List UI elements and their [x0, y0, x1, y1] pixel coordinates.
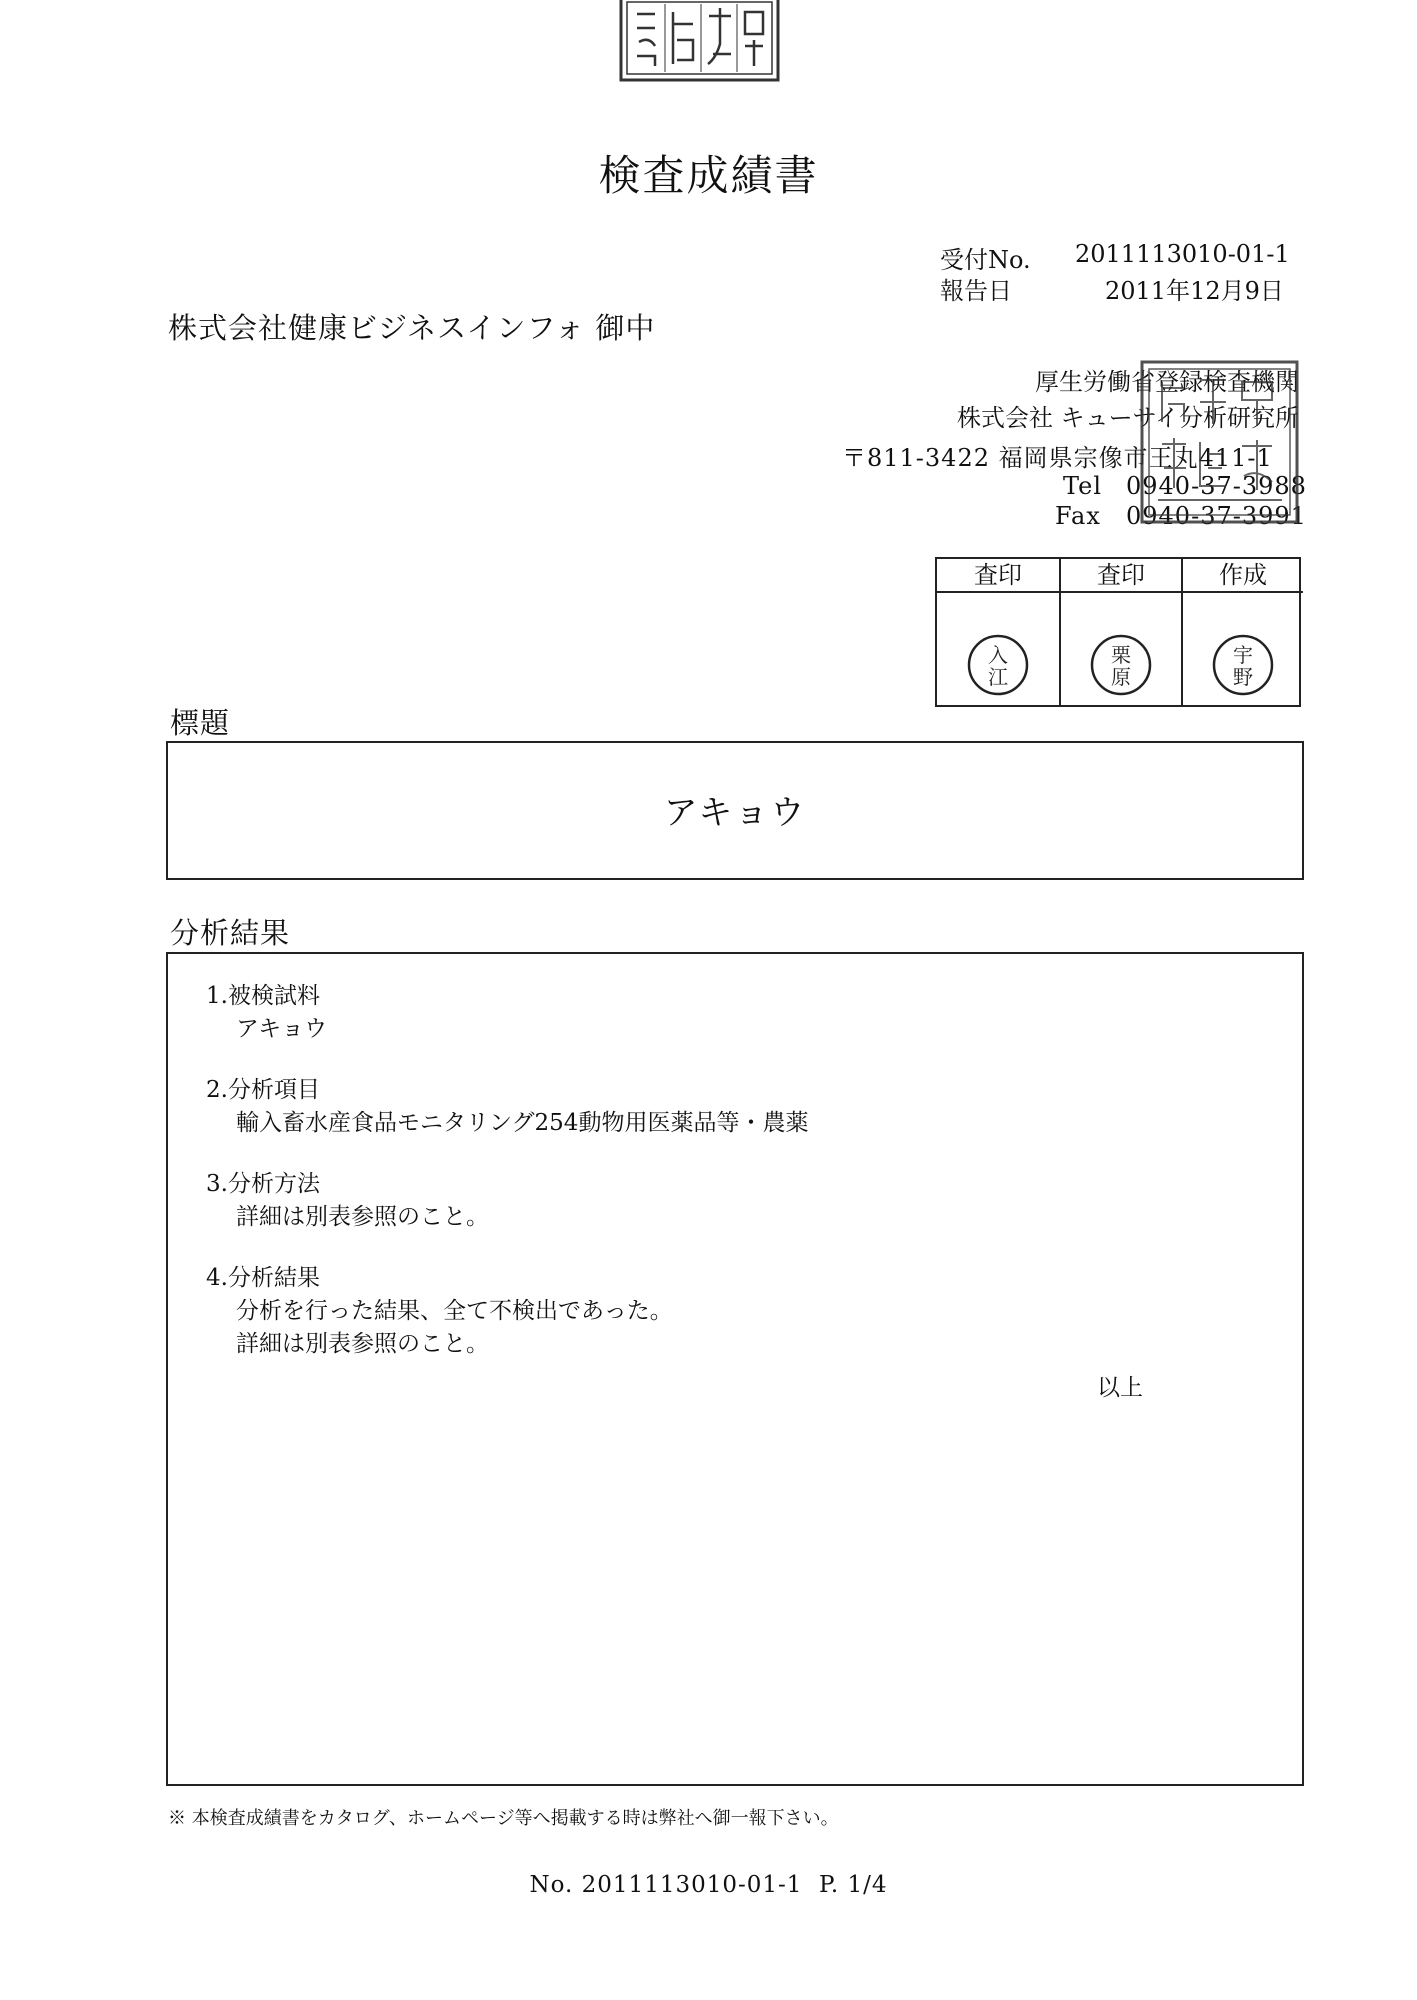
fax-label: Fax	[1055, 502, 1101, 530]
approval-stamp-table	[935, 557, 1301, 707]
company-seal-top	[617, 0, 782, 84]
closing-mark: 以上	[1097, 1375, 1143, 1401]
result-item-line: 輸入畜水産食品モニタリング254動物用医薬品等・農薬	[236, 1110, 809, 1136]
result-item-3	[206, 1168, 489, 1234]
approval-header-3: 作成	[1183, 559, 1303, 593]
svg-text:野: 野	[1233, 665, 1253, 689]
approval-cell-1	[937, 559, 1059, 705]
receipt-label: 受付No.	[940, 246, 1031, 274]
recipient: 株式会社健康ビジネスインフォ 御中	[168, 311, 656, 345]
issuer-address: 〒811-3422 福岡県宗像市王丸411-1	[842, 444, 1273, 472]
fax-number: 0940-37-3991	[1126, 502, 1307, 530]
result-item-1	[206, 980, 327, 1046]
svg-text:入: 入	[988, 643, 1008, 667]
subject-box	[166, 741, 1304, 880]
approval-cell-2	[1059, 559, 1181, 705]
result-item-4	[206, 1262, 673, 1361]
subject-value: アキョウ	[663, 793, 807, 833]
results-box	[166, 952, 1304, 1786]
svg-text:江: 江	[988, 665, 1008, 689]
result-item-heading: 2.分析項目	[206, 1077, 320, 1103]
approval-cell-3	[1181, 559, 1303, 705]
result-item-line: 詳細は別表参照のこと。	[236, 1204, 489, 1230]
report-date-label: 報告日	[940, 277, 1012, 305]
seal-kurihara-icon	[1089, 633, 1153, 697]
report-date-row	[940, 271, 1300, 305]
result-item-heading: 3.分析方法	[206, 1171, 320, 1197]
approval-header-2: 査印	[1061, 559, 1181, 593]
approval-header-1: 査印	[937, 559, 1059, 593]
result-item-line: 詳細は別表参照のこと。	[236, 1331, 489, 1357]
svg-text:栗: 栗	[1111, 643, 1131, 667]
page-number: No. 2011113010-01-1 P. 1/4	[529, 1872, 888, 1898]
seal-uno-icon	[1211, 633, 1275, 697]
issuer-registration: 厚生労働省登録検査機関	[1035, 368, 1299, 396]
result-item-2	[206, 1074, 808, 1140]
document-title: 検査成績書	[598, 151, 819, 200]
report-date: 2011年12月9日	[1105, 277, 1284, 305]
seal-irie-icon	[966, 633, 1030, 697]
svg-text:宇: 宇	[1233, 643, 1253, 667]
svg-text:原: 原	[1111, 665, 1131, 689]
result-item-heading: 1.被検試料	[206, 983, 320, 1009]
subject-label: 標題	[170, 706, 231, 740]
lab-seal	[1138, 358, 1301, 526]
result-item-heading: 4.分析結果	[206, 1265, 320, 1291]
receipt-number: 2011113010-01-1	[1075, 240, 1290, 268]
tel-label: Tel	[1063, 472, 1103, 500]
result-item-line: アキョウ	[236, 1016, 328, 1042]
result-item-line: 分析を行った結果、全て不検出であった。	[236, 1298, 673, 1324]
receipt-row	[940, 240, 1300, 274]
results-label: 分析結果	[170, 916, 291, 950]
issuer-company: 株式会社 キューサイ分析研究所	[957, 404, 1299, 432]
footnote: ※ 本検査成績書をカタログ、ホームページ等へ掲載する時は弊社へ御一報下さい。	[168, 1808, 839, 1829]
tel-number: 0940-37-3988	[1126, 472, 1307, 500]
